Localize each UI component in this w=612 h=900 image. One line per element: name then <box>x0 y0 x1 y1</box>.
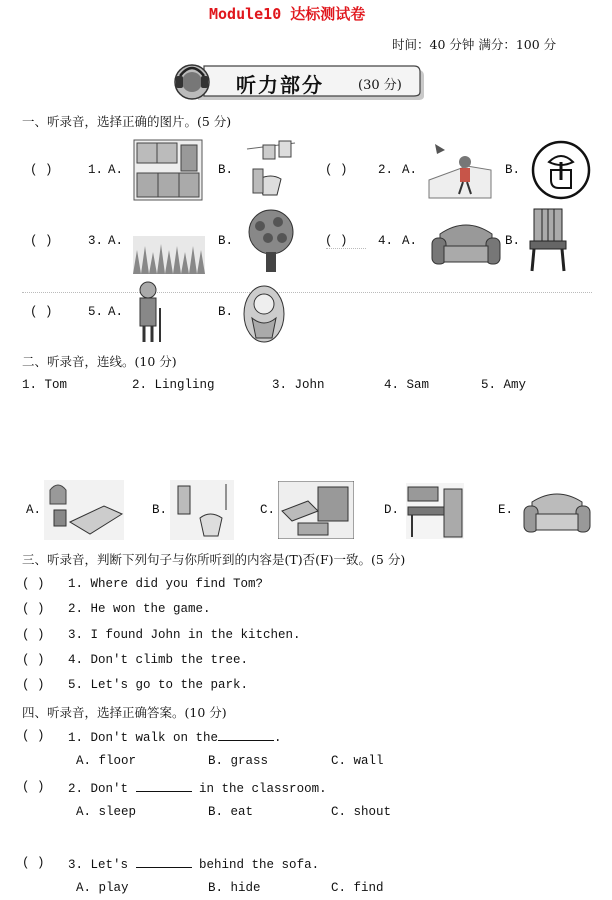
option-label: B. <box>218 234 234 248</box>
question-text-end: . <box>274 731 282 745</box>
banner-score: (30 分) <box>358 78 402 93</box>
bathroom-picture <box>170 480 234 540</box>
name-item[interactable]: 4. Sam <box>384 378 430 392</box>
choice-option[interactable]: A. sleep <box>76 805 137 819</box>
choice-option[interactable]: B. eat <box>208 805 254 819</box>
answer-paren[interactable]: ( ) <box>22 602 45 616</box>
statement-item: 4. Don't climb the tree. <box>68 653 249 667</box>
choice-option[interactable]: B. grass <box>208 754 269 768</box>
item-number: 2. <box>378 163 394 177</box>
option-label: A. <box>108 305 124 319</box>
question-item <box>68 856 319 872</box>
section3-heading: 三、听录音，判断下列句子与你所听到的内容是(T)否(F)一致。(5 分) <box>22 552 406 567</box>
question-item <box>68 729 282 745</box>
chair-image <box>528 207 568 273</box>
choice-option[interactable]: A. floor <box>76 754 137 768</box>
time-score-info: 时间：40 分钟 满分：100 分 <box>392 37 557 52</box>
old-man-image <box>134 280 164 344</box>
page-title: Module10 达标测试卷 <box>209 5 366 23</box>
answer-paren[interactable]: ( ) <box>30 234 53 248</box>
item-number: 3. <box>88 234 104 248</box>
choice-option[interactable]: A. play <box>76 881 129 895</box>
picture-label: C. <box>260 503 276 517</box>
answer-paren[interactable]: ( ) <box>22 729 45 743</box>
statement-item: 5. Let's go to the park. <box>68 678 249 692</box>
living-room-image <box>278 481 354 539</box>
answer-paren[interactable]: ( ) <box>22 780 45 794</box>
answer-paren[interactable]: ( ) <box>30 305 53 319</box>
option-label: A. <box>108 163 124 177</box>
picture-label: B. <box>152 503 168 517</box>
listening-banner <box>168 62 426 102</box>
statement-item: 2. He won the game. <box>68 602 211 616</box>
option-label: B. <box>218 305 234 319</box>
picture-label: E. <box>498 503 514 517</box>
grass-image <box>133 236 205 274</box>
option-label: B. <box>505 163 521 177</box>
sofa-picture <box>522 484 592 536</box>
option-label: B. <box>505 234 521 248</box>
answer-paren[interactable]: ( ) <box>22 678 45 692</box>
item-number: 5. <box>88 305 104 319</box>
bathroom-image <box>245 139 297 201</box>
choice-option[interactable]: C. find <box>331 881 384 895</box>
answer-paren[interactable]: ( ) <box>22 577 45 591</box>
item-number: 1. <box>88 163 104 177</box>
option-label: A. <box>108 234 124 248</box>
dotted-separator <box>22 292 592 293</box>
statement-item: 3. I found John in the kitchen. <box>68 628 301 642</box>
apple-tree-image <box>244 208 298 272</box>
answer-paren[interactable]: ( ) <box>22 653 45 667</box>
quiet-sign-image <box>531 140 591 200</box>
section1-heading: 一、听录音，选择正确的图片。(5 分) <box>22 114 232 129</box>
name-item[interactable]: 1. Tom <box>22 378 68 392</box>
sofa-image <box>430 214 502 268</box>
kitchen-image <box>133 139 203 201</box>
option-label: A. <box>402 163 418 177</box>
name-item[interactable]: 5. Amy <box>481 378 527 392</box>
option-label: A. <box>402 234 418 248</box>
question-text: 2. Don't <box>68 782 129 796</box>
answer-paren[interactable]: ( ) <box>30 163 53 177</box>
banner-title: 听力部分 <box>236 73 324 97</box>
boy-climbing-image <box>427 140 493 200</box>
answer-blank[interactable] <box>136 780 192 792</box>
answer-blank[interactable] <box>136 856 192 868</box>
bedroom-image <box>44 480 124 540</box>
choice-option[interactable]: B. hide <box>208 881 261 895</box>
answer-paren[interactable]: ( ) <box>22 856 45 870</box>
option-label: B. <box>218 163 234 177</box>
choice-option[interactable]: C. wall <box>331 754 384 768</box>
item-number: 4. <box>378 234 394 248</box>
section4-heading: 四、听录音，选择正确答案。(10 分) <box>22 705 227 720</box>
dotted-separator <box>326 248 366 249</box>
study-desk-image <box>406 483 464 539</box>
answer-paren[interactable]: ( ) <box>325 163 348 177</box>
baby-image <box>242 284 286 344</box>
question-text: 3. Let's <box>68 858 129 872</box>
name-item[interactable]: 2. Lingling <box>132 378 215 392</box>
answer-paren[interactable]: ( ) <box>325 234 348 248</box>
question-text-end: in the classroom. <box>199 782 327 796</box>
question-text-end: behind the sofa. <box>199 858 320 872</box>
choice-option[interactable]: C. shout <box>331 805 392 819</box>
answer-paren[interactable]: ( ) <box>22 628 45 642</box>
picture-label: D. <box>384 503 400 517</box>
answer-blank[interactable] <box>218 729 274 741</box>
headphone-icon <box>175 65 209 99</box>
question-item <box>68 780 327 796</box>
picture-label: A. <box>26 503 42 517</box>
section2-heading: 二、听录音，连线。(10 分) <box>22 354 177 369</box>
question-text: 1. Don't walk on the <box>68 731 219 745</box>
name-item[interactable]: 3. John <box>272 378 325 392</box>
statement-item: 1. Where did you find Tom? <box>68 577 264 591</box>
